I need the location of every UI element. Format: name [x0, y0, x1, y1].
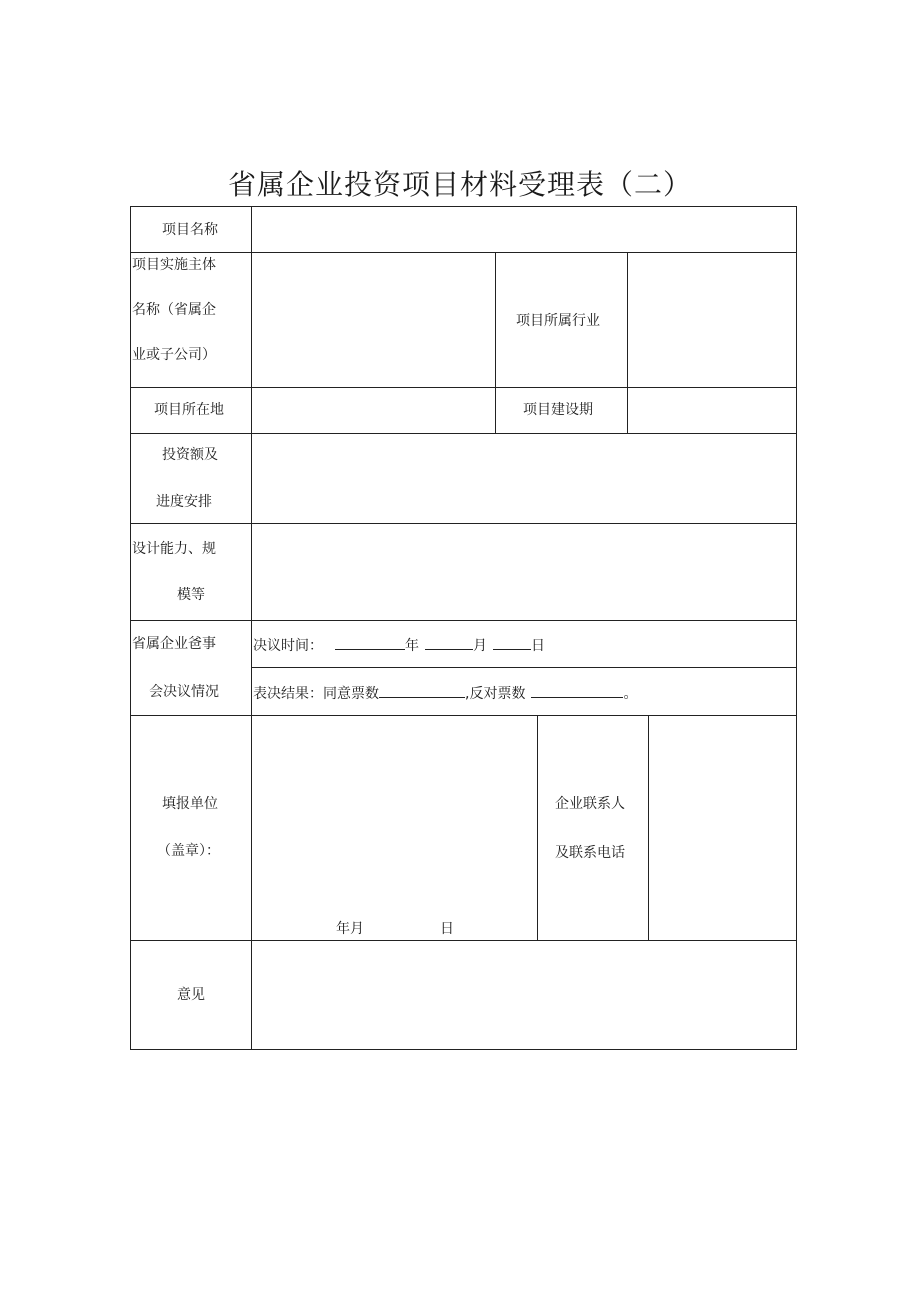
label-column-divider	[251, 206, 252, 1050]
acceptance-form-table	[130, 206, 797, 1050]
column-divider	[648, 715, 649, 940]
contact-label-line1: 企业联系人	[555, 796, 625, 812]
investment-label-line2: 进度安排	[156, 494, 212, 510]
investment-field[interactable]	[253, 435, 794, 522]
table-border-left	[130, 206, 131, 1050]
resolution-month-label: 月	[473, 638, 487, 654]
contact-field[interactable]	[650, 717, 795, 939]
column-divider	[537, 715, 538, 940]
report-date-year-month: 年月	[336, 921, 364, 937]
project-name-field[interactable]	[253, 208, 794, 251]
resolution-day-blank[interactable]	[493, 636, 531, 650]
reporting-unit-seal-field[interactable]	[253, 717, 536, 939]
resolution-time-line	[253, 636, 545, 654]
row-divider	[130, 940, 797, 941]
construction-period-field[interactable]	[629, 389, 795, 432]
investment-label-line1: 投资额及	[162, 447, 218, 463]
location-field[interactable]	[253, 389, 494, 432]
project-name-label: 项目名称	[162, 222, 218, 238]
vote-result-label: 表决结果：同意票数	[253, 686, 379, 702]
row-divider	[130, 523, 797, 524]
row-divider	[252, 667, 797, 668]
row-divider	[130, 433, 797, 434]
votes-for-blank[interactable]	[379, 684, 465, 698]
table-border-top	[130, 206, 797, 207]
page-title: 省属企业投资项目材料受理表（二）	[227, 168, 692, 201]
implementing-entity-label-line2: 名称（省属企	[132, 302, 216, 318]
reporting-unit-label-line2: （盖章）：	[157, 843, 220, 859]
location-label: 项目所在地	[154, 402, 224, 418]
implementing-entity-field[interactable]	[253, 254, 494, 386]
column-divider	[495, 252, 496, 433]
resolution-year-label: 年	[405, 638, 419, 654]
construction-period-label: 项目建设期	[523, 402, 593, 418]
row-divider	[130, 252, 797, 253]
industry-label: 项目所属行业	[516, 313, 600, 329]
capacity-label-line2: 模等	[177, 587, 205, 603]
votes-against-blank[interactable]	[531, 684, 623, 698]
board-resolution-label-line1: 省属企业爸事	[132, 636, 216, 652]
table-border-right	[796, 206, 797, 1050]
contact-label-line2: 及联系电话	[555, 845, 625, 861]
report-date-day: 日	[440, 921, 454, 937]
reporting-unit-label-line1: 填报单位	[162, 796, 218, 812]
column-divider	[627, 252, 628, 433]
capacity-label-line1: 设计能力、规	[132, 541, 216, 557]
vote-result-line	[253, 684, 637, 702]
implementing-entity-label-line1: 项目实施主体	[132, 257, 216, 273]
board-resolution-label-line2: 会决议情况	[149, 684, 219, 700]
capacity-field[interactable]	[253, 525, 794, 619]
table-border-bottom	[130, 1049, 797, 1050]
row-divider	[130, 387, 797, 388]
votes-against-label: ,反对票数	[465, 686, 526, 702]
industry-field[interactable]	[629, 254, 795, 386]
vote-end-mark: 。	[623, 686, 638, 702]
opinion-field[interactable]	[253, 942, 794, 1048]
resolution-time-label: 决议时间：	[253, 638, 323, 654]
opinion-label: 意见	[177, 987, 205, 1003]
row-divider	[130, 715, 797, 716]
resolution-year-blank[interactable]	[335, 636, 405, 650]
resolution-month-blank[interactable]	[425, 636, 473, 650]
implementing-entity-label-line3: 业或子公司）	[132, 347, 216, 363]
resolution-day-label: 日	[531, 638, 545, 654]
row-divider	[130, 620, 797, 621]
